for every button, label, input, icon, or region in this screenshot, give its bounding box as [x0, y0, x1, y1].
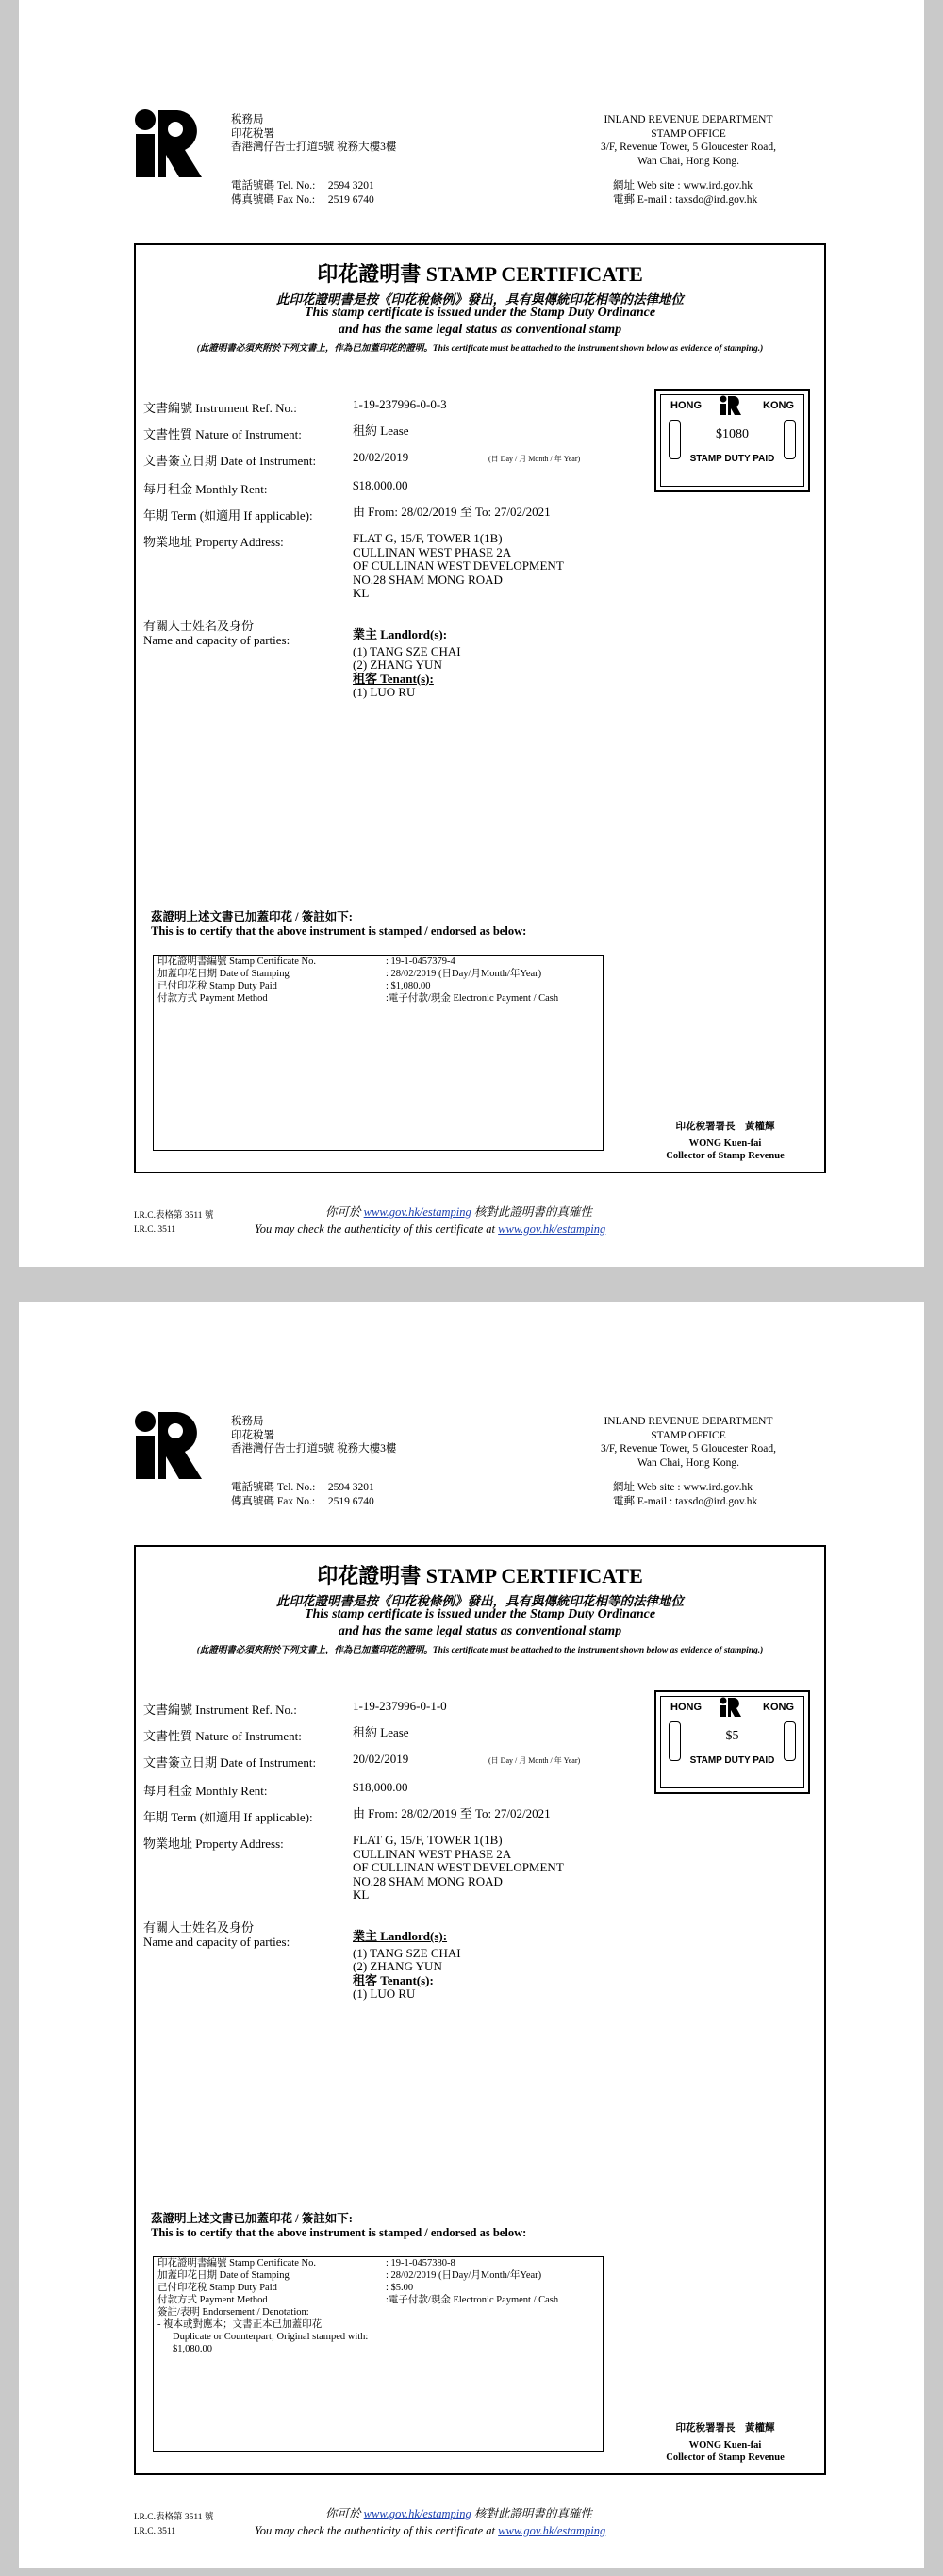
certificate-page-1 [19, 0, 924, 1267]
certificate-frame: 印花證明書 STAMP CERTIFICATE 此印花證明書是按《印花稅條例》發出，具有與傳統印花相等的法律地位 This stamp certificate is issued under the Stamp Duty Ordinance and has the same legal status as conventional stamp (此證明書必須夾附於下列文書上，作為已加蓋印花的證明。This certificate must be attached to the instrument shown below as evidence of stamping.) 文書編號 Instrument Ref. No.: 1-19-237996-0-1-0 文書性質 Nature of Instrument: 租約 Lease 文書簽立日期 Date of Instrument: 20/02/2019 (日 Day / 月 Month / 年 Year) 每月租金 Monthly Rent: $18,000.00 年期 Term (如適用 If applicable): 由 From: 28/02/2019 至 To: 27/02/2021 物業地址 Property Address: FLAT G, 15/F, TOWER 1(1B) CULLINAN WEST PHASE 2A OF CULLINAN WEST DEVELOPMENT NO.28 SHAM MONG ROAD KL 有關人士姓名及身份 Name and capacity of parties: 業主 Landlord(s): (1) TANG SZE CHAI (2) ZHANG YUN 租客 Tenant(s): (1) LUO RU HONG KONG $5 STAMP DUTY PAID 茲證明上述文書已加蓋印花 / 簽註如下: This is to certify that the above instrument is stamped / endorsed as below: 印花證明書編號 Stamp Certificate No. : 19-1-0457380-8 加蓋印花日期 Date of Stamping : 28/02/2019 (日Day/月Month/年Year) 已付印花稅 Stamp Duty Paid : $5.00 付款方式 Payment Method :電子付款/現金 Electronic Payment / Cash 簽註/表明 Endorsement / Denotation: - 複本或對應本；文書正本已加蓋印花 Duplicate or Counterpart; Original stamped with: $1,080.00 印花稅署署長 黃權輝 WONG Kuen-fai Collector of Stamp Revenue [134, 1545, 826, 2475]
collector-signature: 印花稅署署長 黃權輝 WONG Kuen-fai Collector of Stamp Revenue [666, 1122, 785, 1161]
attachment-note: (此證明書必須夾附於下列文書上，作為已加蓋印花的證明。This certificate must be attached to the instrument shown below as evidence of stamping.) [196, 344, 764, 354]
ird-logo-icon [134, 108, 205, 179]
certificate-title: 印花證明書 STAMP CERTIFICATE [317, 1564, 643, 1587]
estamping-link[interactable]: www.gov.hk/estamping [498, 2524, 606, 2537]
header-cn: 稅務局 印花稅署 香港灣仔告士打道5號 稅務大樓3樓 [231, 114, 397, 153]
header-web-email: 網址 Web site : www.ird.gov.hk 電郵 E-mail : taxsdo@ird.gov.hk [613, 1482, 758, 1507]
form-number: I.R.C.表格第 3511 號 I.R.C. 3511 [134, 1211, 214, 1235]
subtitle-en-1: This stamp certificate is issued under the Stamp Duty Ordinance [304, 306, 656, 320]
header-en: INLAND REVENUE DEPARTMENT STAMP OFFICE 3/F, Revenue Tower, 5 Gloucester Road, Wan Chai, Hong Kong. [600, 1416, 777, 1469]
subtitle-en-2: and has the same legal status as conventional stamp [338, 323, 622, 337]
endorsement-text: - 複本或對應本；文書正本已加蓋印花 [157, 2319, 323, 2330]
instrument-ref: 1-19-237996-0-1-0 [353, 1699, 447, 1713]
stamping-details-box: 印花證明書編號 Stamp Certificate No. : 19-1-0457380-8 加蓋印花日期 Date of Stamping : 28/02/2019 (日Day/月Month/年Year) 已付印花稅 Stamp Duty Paid : $5.00 付款方式 Payment Method :電子付款/現金 Electronic Payment / Cash 簽註/表明 Endorsement / Denotation: - 複本或對應本；文書正本已加蓋印花 Duplicate or Counterpart; Original stamped with: $1,080.00 [153, 2256, 604, 2452]
stamp-certificate-no: : 19-1-0457379-4 [386, 956, 455, 967]
certificate-frame: 印花證明書 STAMP CERTIFICATE 此印花證明書是按《印花稅條例》發出，具有與傳統印花相等的法律地位 This stamp certificate is issued under the Stamp Duty Ordinance and has the same legal status as conventional stamp (此證明書必須夾附於下列文書上，作為已加蓋印花的證明。This certificate must be attached to the instrument shown below as evidence of stamping.) 文書編號 Instrument Ref. No.: 1-19-237996-0-0-3 文書性質 Nature of Instrument: 租約 Lease 文書簽立日期 Date of Instrument: 20/02/2019 (日 Day / 月 Month / 年 Year) 每月租金 Monthly Rent: $18,000.00 年期 Term (如適用 If applicable): 由 From: 28/02/2019 至 To: 27/02/2021 物業地址 Property Address: FLAT G, 15/F, TOWER 1(1B) CULLINAN WEST PHASE 2A OF CULLINAN WEST DEVELOPMENT NO.28 SHAM MONG ROAD KL 有關人士姓名及身份 Name and capacity of parties: 業主 Landlord(s): (1) TANG SZE CHAI (2) ZHANG YUN 租客 Tenant(s): (1) LUO RU HONG KONG $1080 STAMP DUTY PAID 茲證明上述文書已加蓋印花 / 簽註如下: This is to certify that the above instrument is stamped / endorsed as below: 印花證明書編號 Stamp Certificate No. : 19-1-0457379-4 加蓋印花日期 Date of Stamping : 28/02/2019 (日Day/月Month/年Year) 已付印花稅 Stamp Duty Paid : $1,080.00 付款方式 Payment Method :電子付款/現金 Electronic Payment / Cash 印花稅署署長 黃權輝 WONG Kuen-fai Collector of Stamp Revenue [134, 243, 826, 1173]
stamp-certificate-no: : 19-1-0457380-8 [386, 2258, 455, 2269]
property-address: FLAT G, 15/F, TOWER 1(1B) CULLINAN WEST PHASE 2A OF CULLINAN WEST DEVELOPMENT NO.28 SHAM MONG ROAD KL [353, 531, 564, 600]
estamping-link[interactable]: www.gov.hk/estamping [363, 2507, 472, 2520]
ird-stamp-logo-icon [720, 395, 742, 416]
ird-stamp-logo-icon [720, 1697, 742, 1718]
authenticity-note: 你可於 www.gov.hk/estamping 核對此證明書的真確性 You may check the authenticity of this certificate at www.gov.hk/estamping [255, 1205, 606, 1236]
stamp-amount: $1080 [716, 427, 749, 441]
subtitle-cn: 此印花證明書是按《印花稅條例》發出，具有與傳統印花相等的法律地位 [276, 292, 684, 307]
estamping-link[interactable]: www.gov.hk/estamping [363, 1205, 472, 1219]
form-number: I.R.C.表格第 3511 號 I.R.C. 3511 [134, 2513, 214, 2536]
stamp-amount: $5 [725, 1729, 739, 1743]
stamp-duty-paid-stamp: HONG KONG $1080 STAMP DUTY PAID [654, 389, 810, 492]
ird-logo-icon [134, 1410, 205, 1481]
collector-signature: 印花稅署署長 黃權輝 WONG Kuen-fai Collector of Stamp Revenue [666, 2423, 785, 2463]
certificate-title: 印花證明書 STAMP CERTIFICATE [317, 262, 643, 286]
attachment-note: (此證明書必須夾附於下列文書上，作為已加蓋印花的證明。This certificate must be attached to the instrument shown below as evidence of stamping.) [196, 1646, 764, 1655]
header-en: INLAND REVENUE DEPARTMENT STAMP OFFICE 3/F, Revenue Tower, 5 Gloucester Road, Wan Chai, Hong Kong. [600, 114, 777, 167]
certificate-page-2 [19, 1302, 924, 2568]
property-address: FLAT G, 15/F, TOWER 1(1B) CULLINAN WEST PHASE 2A OF CULLINAN WEST DEVELOPMENT NO.28 SHAM MONG ROAD KL [353, 1833, 564, 1902]
subtitle-en-2: and has the same legal status as conventional stamp [338, 1624, 622, 1638]
estamping-link[interactable]: www.gov.hk/estamping [498, 1222, 606, 1236]
subtitle-en-1: This stamp certificate is issued under the Stamp Duty Ordinance [304, 1607, 656, 1621]
certify-statement: 茲證明上述文書已加蓋印花 / 簽註如下: This is to certify that the above instrument is stamped / endorsed as below: [151, 910, 527, 938]
header-tel-fax: 電話號碼 Tel. No.: 2594 3201 傳真號碼 Fax No.: 2519 6740 [231, 1482, 374, 1507]
subtitle-cn: 此印花證明書是按《印花稅條例》發出，具有與傳統印花相等的法律地位 [276, 1594, 684, 1608]
header-cn: 稅務局 印花稅署 香港灣仔告士打道5號 稅務大樓3樓 [231, 1416, 397, 1454]
stamping-details-box: 印花證明書編號 Stamp Certificate No. : 19-1-0457379-4 加蓋印花日期 Date of Stamping : 28/02/2019 (日Day/月Month/年Year) 已付印花稅 Stamp Duty Paid : $1,080.00 付款方式 Payment Method :電子付款/現金 Electronic Payment / Cash [153, 955, 604, 1151]
stamp-duty-paid-stamp: HONG KONG $5 STAMP DUTY PAID [654, 1690, 810, 1794]
header-tel-fax: 電話號碼 Tel. No.: 2594 3201 傳真號碼 Fax No.: 2519 6740 [231, 180, 374, 206]
header-web-email: 網址 Web site : www.ird.gov.hk 電郵 E-mail : taxsdo@ird.gov.hk [613, 180, 758, 206]
certify-statement: 茲證明上述文書已加蓋印花 / 簽註如下: This is to certify that the above instrument is stamped / endorsed as below: [151, 2212, 527, 2239]
instrument-ref: 1-19-237996-0-0-3 [353, 397, 447, 411]
authenticity-note: 你可於 www.gov.hk/estamping 核對此證明書的真確性 You may check the authenticity of this certificate at www.gov.hk/estamping [255, 2507, 606, 2537]
